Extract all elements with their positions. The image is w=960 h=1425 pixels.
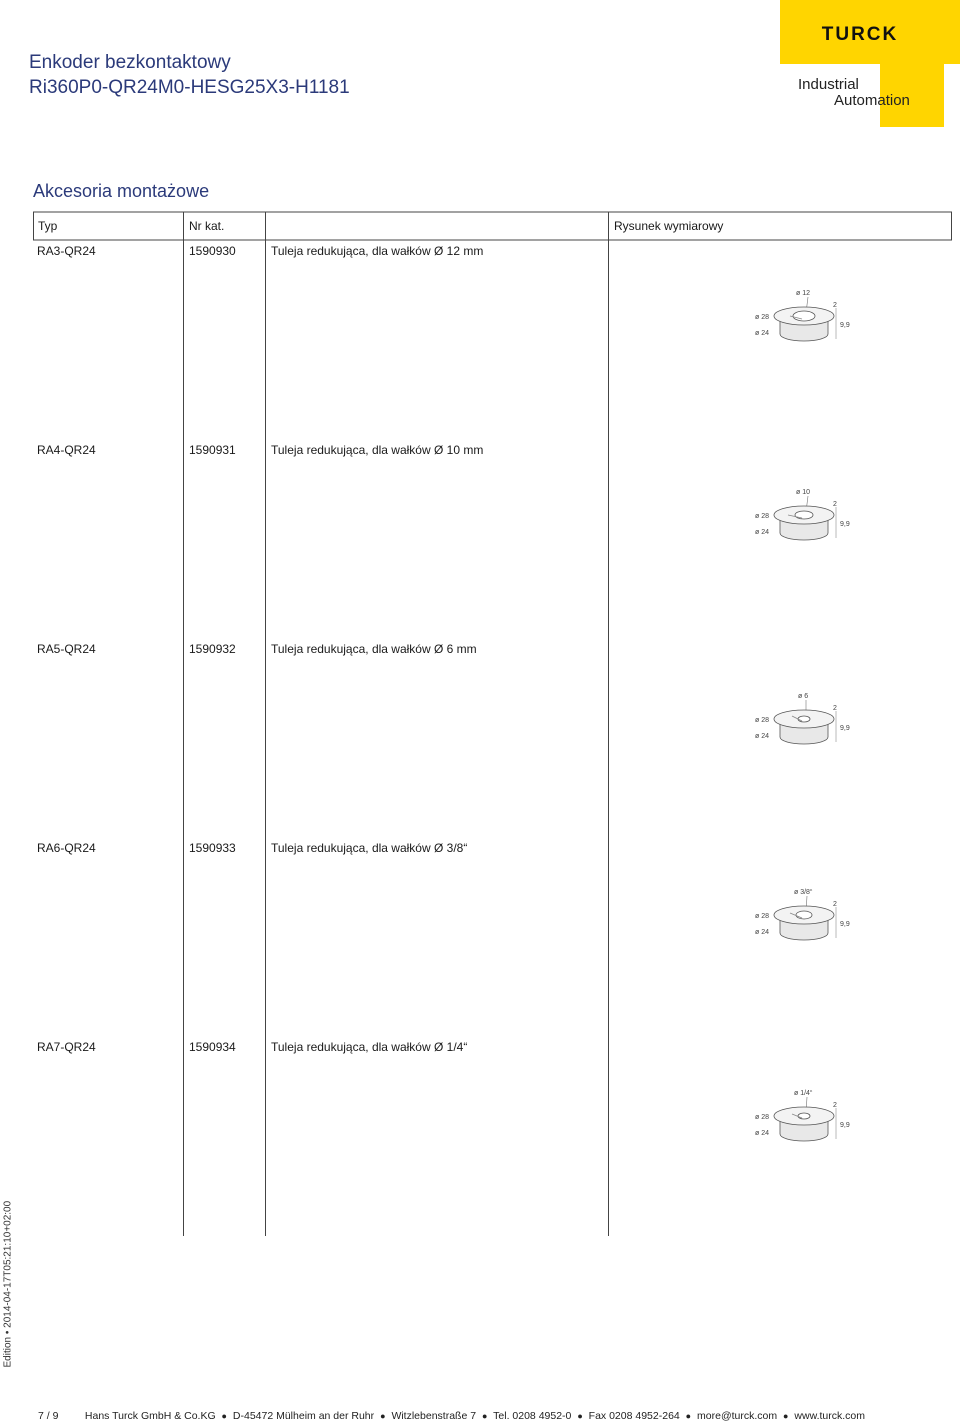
svg-text:ø 10: ø 10 [796, 489, 811, 496]
logo-brand-text: TURCK [821, 24, 899, 45]
svg-text:ø 28: ø 28 [755, 1114, 770, 1121]
bullet-icon: ● [380, 1411, 386, 1421]
row-description: Tuleja redukująca, dla wałków Ø 10 mm [271, 443, 484, 457]
svg-text:2: 2 [833, 705, 837, 712]
row-description: Tuleja redukująca, dla wałków Ø 3/8“ [271, 841, 468, 855]
svg-text:ø 24: ø 24 [755, 733, 770, 740]
footer-phone: Tel. 0208 4952-0 [493, 1410, 572, 1422]
svg-text:ø 1/4“: ø 1/4“ [794, 1090, 813, 1097]
svg-text:ø 28: ø 28 [755, 913, 770, 920]
dimension-drawing [750, 688, 860, 748]
row-type: RA3-QR24 [37, 244, 96, 258]
svg-text:9,9: 9,9 [840, 322, 850, 329]
row-cat-no: 1590934 [189, 1040, 236, 1054]
edition-stamp: Edition • 2014-04-17T05:21:10+02:00 [2, 1200, 14, 1368]
row-type: RA6-QR24 [37, 841, 96, 855]
svg-text:9,9: 9,9 [840, 521, 850, 528]
svg-text:2: 2 [833, 901, 837, 908]
svg-text:9,9: 9,9 [840, 1122, 850, 1129]
svg-text:ø 28: ø 28 [755, 513, 770, 520]
svg-text:2: 2 [833, 501, 837, 508]
logo-line2: Automation [834, 92, 910, 109]
svg-text:ø 12: ø 12 [796, 290, 811, 297]
bullet-icon: ● [783, 1411, 789, 1421]
footer-website[interactable]: www.turck.com [794, 1410, 865, 1422]
row-cat-no: 1590933 [189, 841, 236, 855]
svg-text:ø 24: ø 24 [755, 529, 770, 536]
row-description: Tuleja redukująca, dla wałków Ø 12 mm [271, 244, 484, 258]
dimension-drawing [750, 884, 860, 944]
footer-city: D-45472 Mülheim an der Ruhr [232, 1410, 375, 1422]
svg-text:9,9: 9,9 [840, 725, 850, 732]
bullet-icon: ● [685, 1411, 692, 1421]
row-cat-no: 1590930 [189, 244, 236, 258]
row-type: RA7-QR24 [37, 1040, 96, 1054]
svg-text:ø 28: ø 28 [755, 314, 770, 321]
dimension-drawing [750, 484, 860, 544]
column-header-type: Typ [38, 219, 58, 233]
bullet-icon: ● [221, 1411, 227, 1421]
footer-street: Witzlebenstraße 7 [391, 1410, 477, 1422]
section-title: Akcesoria montażowe [33, 181, 210, 201]
row-type: RA4-QR24 [37, 443, 96, 457]
svg-text:ø 6: ø 6 [798, 693, 809, 700]
column-header-cat-no: Nr kat. [189, 219, 225, 233]
svg-text:2: 2 [833, 302, 837, 309]
svg-text:ø 24: ø 24 [755, 1130, 770, 1137]
svg-text:ø 3/8“: ø 3/8“ [794, 889, 813, 896]
dimension-drawing [750, 285, 860, 345]
bullet-icon: ● [481, 1411, 488, 1421]
row-cat-no: 1590931 [189, 443, 236, 457]
document-title-line2: Ri360P0-QR24M0-HESG25X3-H1181 [29, 77, 350, 98]
row-type: RA5-QR24 [37, 642, 96, 656]
document-title-line1: Enkoder bezkontaktowy [29, 52, 231, 73]
logo-line1: Industrial [798, 76, 859, 93]
row-cat-no: 1590932 [189, 642, 236, 656]
footer-fax: Fax 0208 4952-264 [588, 1410, 680, 1422]
svg-text:2: 2 [833, 1102, 837, 1109]
page-number: 7 / 9 [38, 1410, 59, 1422]
row-description: Tuleja redukująca, dla wałków Ø 1/4“ [271, 1040, 468, 1054]
bullet-icon: ● [577, 1411, 583, 1421]
page-footer [38, 1410, 865, 1422]
dimension-drawing [750, 1085, 860, 1145]
svg-text:9,9: 9,9 [840, 921, 850, 928]
svg-text:ø 24: ø 24 [755, 929, 770, 936]
row-description: Tuleja redukująca, dla wałków Ø 6 mm [271, 642, 477, 656]
column-header-drawing: Rysunek wymiarowy [614, 219, 724, 233]
svg-text:ø 24: ø 24 [755, 330, 770, 337]
svg-text:ø 28: ø 28 [755, 717, 770, 724]
footer-company: Hans Turck GmbH & Co.KG [84, 1410, 216, 1422]
footer-email[interactable]: more@turck.com [697, 1410, 778, 1422]
